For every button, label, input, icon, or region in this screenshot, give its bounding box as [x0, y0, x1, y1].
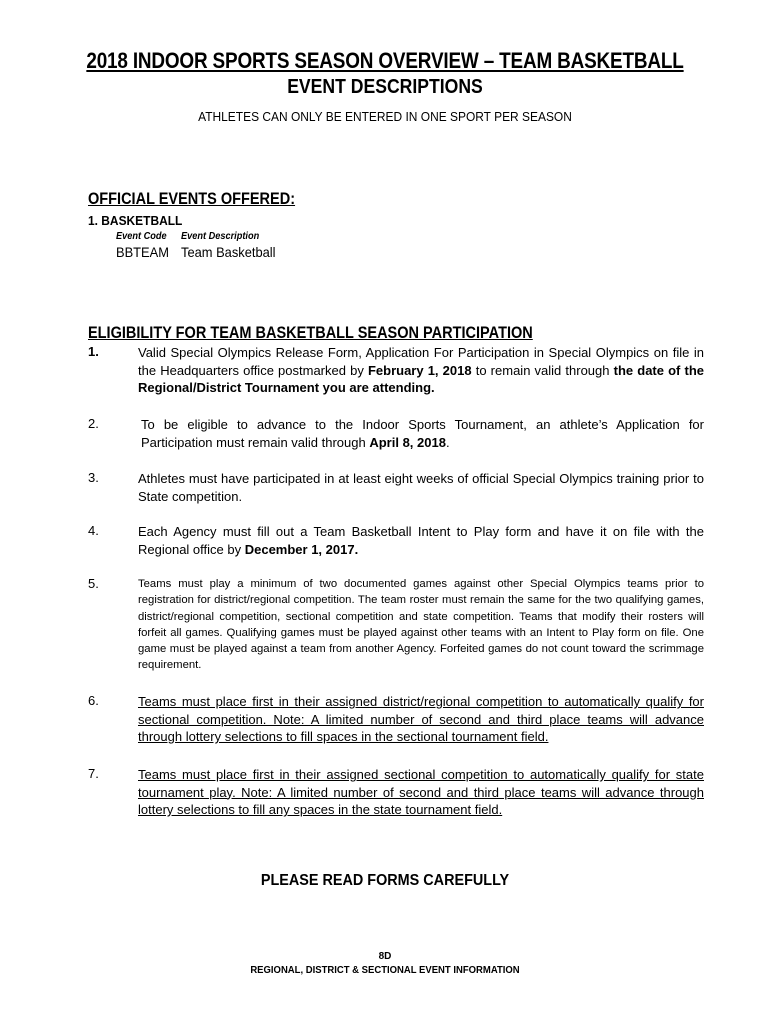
official-events-heading: OFFICIAL EVENTS OFFERED:	[88, 190, 296, 208]
read-forms-notice: PLEASE READ FORMS CAREFULLY	[260, 872, 510, 889]
event-description-value: Team Basketball	[181, 244, 276, 260]
event-code-value: BBTEAM	[116, 244, 169, 260]
item-text: Each Agency must fill out a Team Basketball Intent to Play form and have it on file with the Regional office by December 1, 2017.	[138, 524, 704, 557]
item-number: 1.	[88, 344, 99, 359]
item-text: Valid Special Olympics Release Form, Application For Participation in Special Olympics on file in the Headquarters office postmarked by February 1, 2018 to remain valid through the date of the Regional/District Tournament you are attending.	[138, 345, 704, 395]
footer-text: REGIONAL, DISTRICT & SECTIONAL EVENT INFORMATION	[250, 965, 520, 976]
entry-notice: ATHLETES CAN ONLY BE ENTERED IN ONE SPORT PER SEASON	[198, 109, 572, 124]
event-category: 1. BASKETBALL	[88, 213, 183, 228]
document-subtitle: EVENT DESCRIPTIONS	[287, 76, 483, 98]
item-number: 4.	[88, 523, 99, 538]
event-description-header: Event Description	[181, 231, 260, 242]
item-number: 5.	[88, 576, 99, 591]
eligibility-heading: ELIGIBILITY FOR TEAM BASKETBALL SEASON PARTICIPATION	[88, 324, 533, 342]
item-text: Teams must place first in their assigned district/regional competition to automatically qualify for sectional competition. Note: A limited number of second and third place teams will advance through lottery selections to fill spaces in the sectional tournament field.	[138, 694, 704, 744]
item-number: 7.	[88, 766, 99, 781]
item-number: 3.	[88, 470, 99, 485]
document-title: 2018 INDOOR SPORTS SEASON OVERVIEW – TEAM BASKETBALL	[86, 48, 684, 73]
item-text: Teams must place first in their assigned sectional competition to automatically qualify for state tournament play. Note: A limited number of second and third place teams will advance through lottery selections to fill any spaces in the state tournament field.	[138, 767, 704, 817]
item-text: Athletes must have participated in at least eight weeks of official Special Olympics training prior to State competition.	[138, 471, 704, 504]
event-code-header: Event Code	[116, 231, 167, 242]
item-text: Teams must play a minimum of two documented games against other Special Olympics teams prior to registration for district/regional competition. The team roster must remain the same for the two qualifying games, district/regional competition, sectional competition and state competition. Teams that modify their rosters will forfeit all games. Qualifying games must be played against other teams with an Intent to Play form on file. One game must be played against a team from another Agency. Forfeited games do not count toward the scrimmage requirement.	[138, 578, 704, 672]
item-number: 6.	[88, 693, 99, 708]
item-number: 2.	[88, 416, 99, 431]
item-text: To be eligible to advance to the Indoor Sports Tournament, an athlete’s Application for Participation must remain valid through April 8, 2018.	[141, 417, 704, 450]
page-code: 8D	[378, 951, 392, 962]
